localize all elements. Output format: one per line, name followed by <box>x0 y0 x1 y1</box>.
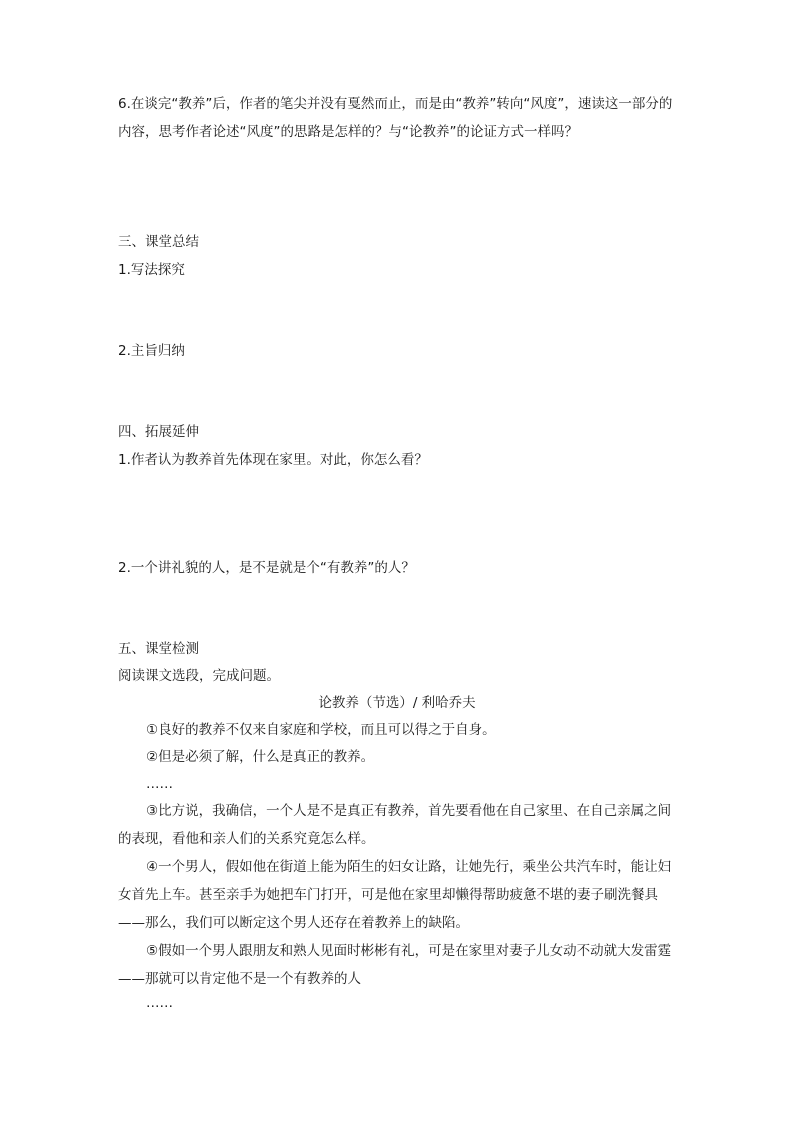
section-3-item-1: 1.写法探究 <box>118 262 185 278</box>
passage-paragraph-4: ④一个男人，假如他在街道上能为陌生的妇女让路，让她先行，乘坐公共汽车时，能让妇女首先上车。甚至亲手为她把车门打开，可是他在家里却懒得帮助疲惫不堪的妻子刷洗餐具——那么，我们可以断定这个男人还存在着教养上的缺陷。 <box>118 859 672 931</box>
passage-ellipsis-2: …… <box>146 995 173 1011</box>
passage-paragraph-5: ⑤假如一个男人跟朋友和熟人见面时彬彬有礼，可是在家里对妻子儿女动不动就大发雷霆——那就可以肯定他不是一个有教养的人 <box>118 943 672 987</box>
section-5-instruction: 阅读课文选段，完成问题。 <box>118 668 280 684</box>
section-4-item-2: 2.一个讲礼貌的人，是不是就是个“有教养”的人？ <box>118 560 415 576</box>
passage-ellipsis-1: …… <box>146 776 173 792</box>
section-3-item-2: 2.主旨归纳 <box>118 343 185 359</box>
passage-title: 论教养（节选）/ 利哈乔夫 <box>318 695 476 711</box>
passage-paragraph-3: ③比方说，我确信，一个人是不是真正有教养，首先要看他在自己家里、在自己亲属之间的表现，看他和亲人们的关系究竟怎么样。 <box>118 803 672 847</box>
passage-paragraph-2: ②但是必须了解，什么是真正的教养。 <box>146 749 375 765</box>
question-6: 6.在谈完“教养”后，作者的笔尖并没有戛然而止，而是由“教养”转向“风度”，速读这一部分的内容，思考作者论述“风度”的思路是怎样的？与“论教养”的论证方式一样吗？ <box>118 96 673 140</box>
section-3-heading: 三、课堂总结 <box>118 234 199 250</box>
section-4-item-1: 1.作者认为教养首先体现在家里。对此，你怎么看？ <box>118 452 428 468</box>
section-5-heading: 五、课堂检测 <box>118 641 199 657</box>
section-4-heading: 四、拓展延伸 <box>118 424 199 440</box>
passage-paragraph-1: ①良好的教养不仅来自家庭和学校，而且可以得之于自身。 <box>146 722 496 738</box>
